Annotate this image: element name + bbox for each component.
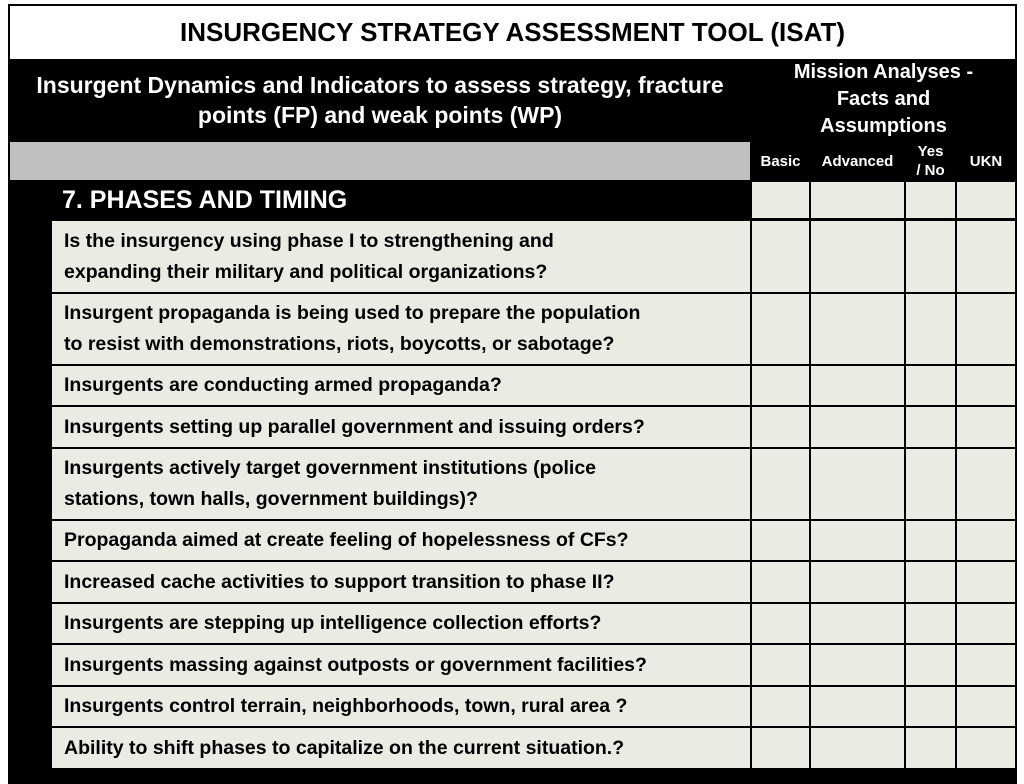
- answer-cell-advanced[interactable]: [811, 604, 904, 643]
- answer-cell-yes-no[interactable]: [906, 521, 955, 560]
- answer-cell-advanced[interactable]: [811, 687, 904, 726]
- answer-cell-ukn[interactable]: [957, 521, 1015, 560]
- answer-cell-basic[interactable]: [752, 562, 809, 602]
- answer-cell-basic[interactable]: [752, 687, 809, 726]
- question-row: Increased cache activities to support transition to phase II?: [52, 562, 750, 602]
- section-title: 7. PHASES AND TIMING: [52, 182, 750, 218]
- answer-cell-basic[interactable]: [752, 449, 809, 519]
- question-row: Insurgents setting up parallel government and issuing orders?: [52, 407, 750, 447]
- question-row: Is the insurgency using phase I to strengthening and expanding their military and political organizations?: [52, 221, 750, 292]
- answer-cell-basic[interactable]: [752, 645, 809, 685]
- question-row: Insurgent propaganda is being used to prepare the population to resist with demonstrations, riots, boycotts, or sabotage?: [52, 294, 750, 364]
- answer-cell-advanced[interactable]: [811, 449, 904, 519]
- answer-cell-yes-no[interactable]: [906, 294, 955, 364]
- column-header-advanced: Advanced: [811, 142, 904, 180]
- answer-cell-yes-no[interactable]: [906, 449, 955, 519]
- answer-cell-basic[interactable]: [752, 604, 809, 643]
- answer-cell-advanced[interactable]: [811, 562, 904, 602]
- answer-cell-advanced[interactable]: [811, 294, 904, 364]
- answer-cell-basic[interactable]: [752, 728, 809, 768]
- answer-cell-ukn[interactable]: [957, 604, 1015, 643]
- answer-cell-ukn[interactable]: [957, 294, 1015, 364]
- answer-cell-advanced[interactable]: [811, 521, 904, 560]
- header-spacer-band: [10, 142, 750, 180]
- mission-analyses-header: Mission Analyses - Facts and Assumptions: [752, 59, 1015, 140]
- answer-cell-advanced[interactable]: [811, 366, 904, 405]
- answer-cell-basic[interactable]: [752, 221, 809, 292]
- answer-cell-yes-no[interactable]: [906, 645, 955, 685]
- answer-cell-ukn[interactable]: [957, 182, 1015, 218]
- answer-cell-advanced[interactable]: [811, 221, 904, 292]
- answer-cell-ukn[interactable]: [957, 221, 1015, 292]
- answer-cell-basic[interactable]: [752, 407, 809, 447]
- answer-cell-ukn[interactable]: [957, 687, 1015, 726]
- answer-cell-ukn[interactable]: [957, 366, 1015, 405]
- column-header-yes-no: Yes / No: [906, 142, 955, 180]
- question-row: Insurgents are conducting armed propaganda?: [52, 366, 750, 405]
- question-row: Ability to shift phases to capitalize on the current situation.?: [52, 728, 750, 768]
- answer-cell-yes-no[interactable]: [906, 604, 955, 643]
- page-title: INSURGENCY STRATEGY ASSESSMENT TOOL (ISAT): [10, 6, 1015, 59]
- column-header-ukn: UKN: [957, 142, 1015, 180]
- answer-cell-advanced[interactable]: [811, 728, 904, 768]
- question-row: Insurgents actively target government institutions (police stations, town halls, government buildings)?: [52, 449, 750, 519]
- answer-cell-basic[interactable]: [752, 366, 809, 405]
- column-header-basic: Basic: [752, 142, 809, 180]
- answer-cell-ukn[interactable]: [957, 407, 1015, 447]
- answer-cell-yes-no[interactable]: [906, 221, 955, 292]
- answer-cell-advanced[interactable]: [811, 407, 904, 447]
- answer-cell-basic[interactable]: [752, 294, 809, 364]
- answer-cell-yes-no[interactable]: [906, 182, 955, 218]
- answer-cell-ukn[interactable]: [957, 728, 1015, 768]
- answer-cell-advanced[interactable]: [811, 182, 904, 218]
- dynamics-header: Insurgent Dynamics and Indicators to assess strategy, fracture points (FP) and weak points (WP): [10, 59, 750, 140]
- answer-cell-yes-no[interactable]: [906, 562, 955, 602]
- answer-cell-basic[interactable]: [752, 182, 809, 218]
- answer-cell-ukn[interactable]: [957, 562, 1015, 602]
- answer-cell-advanced[interactable]: [811, 645, 904, 685]
- question-row: Insurgents massing against outposts or government facilities?: [52, 645, 750, 685]
- answer-cell-yes-no[interactable]: [906, 366, 955, 405]
- question-row: Insurgents are stepping up intelligence collection efforts?: [52, 604, 750, 643]
- answer-cell-ukn[interactable]: [957, 645, 1015, 685]
- answer-cell-yes-no[interactable]: [906, 687, 955, 726]
- answer-cell-basic[interactable]: [752, 521, 809, 560]
- question-row: Insurgents control terrain, neighborhoods, town, rural area ?: [52, 687, 750, 726]
- question-row: Propaganda aimed at create feeling of hopelessness of CFs?: [52, 521, 750, 560]
- answer-cell-ukn[interactable]: [957, 449, 1015, 519]
- answer-cell-yes-no[interactable]: [906, 407, 955, 447]
- answer-cell-yes-no[interactable]: [906, 728, 955, 768]
